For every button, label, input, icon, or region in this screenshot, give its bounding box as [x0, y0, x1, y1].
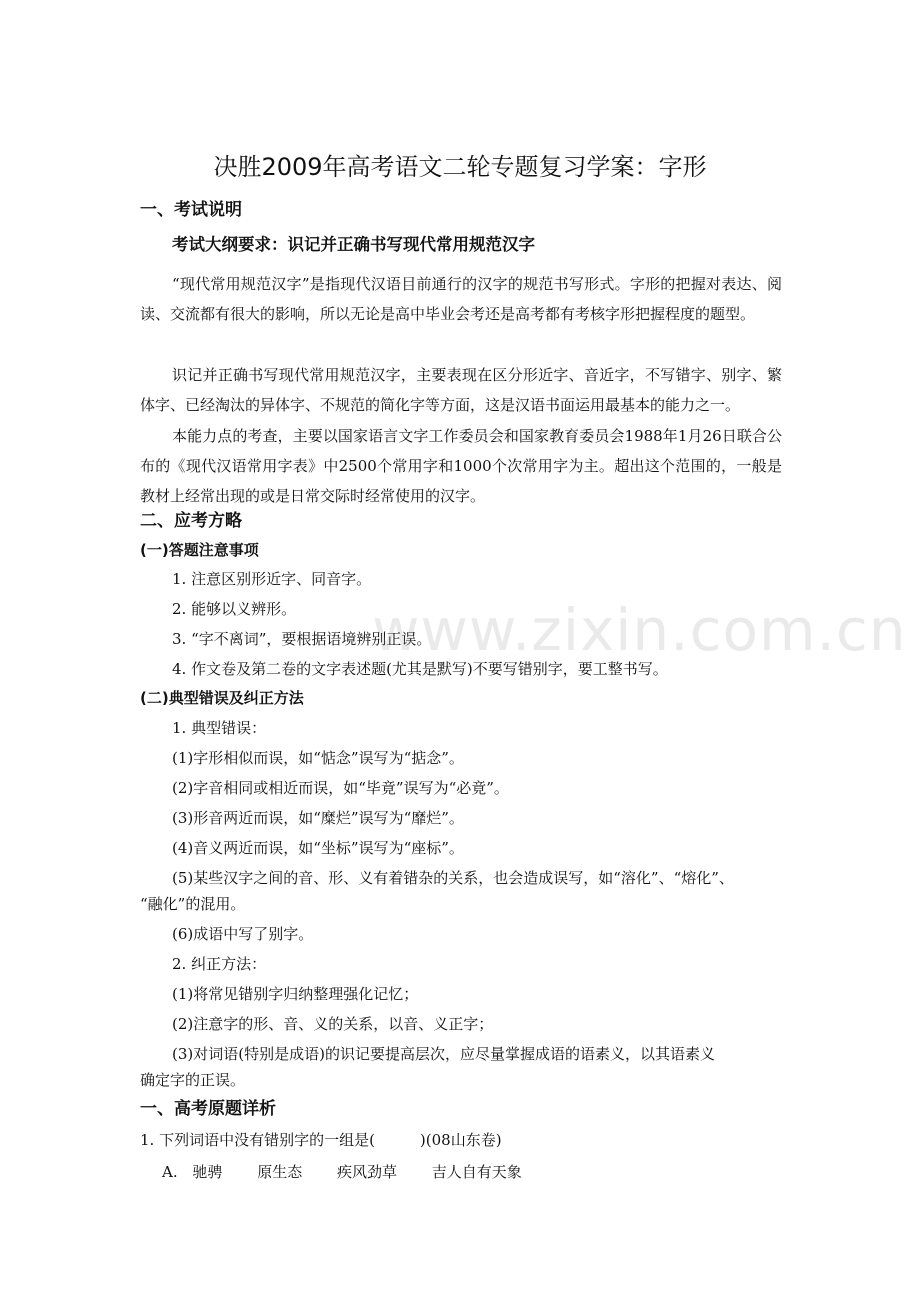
section-heading-exam-notes: 一、考试说明: [140, 200, 242, 220]
section-heading-strategy: 二、应考方略: [140, 511, 242, 531]
option-word: 吉人自有天象: [431, 1163, 522, 1181]
paragraph-definition: “现代常用规范汉字”是指现代汉语目前通行的汉字的规范书写形式。字形的把握对表达、阅读、交流都有很大的影响，所以无论是高中毕业会考还是高考都有考核字形把握程度的题型。: [140, 275, 782, 323]
fix-item: (1)将常见错别字归纳整理强化记忆；: [172, 985, 419, 1003]
fix-heading: 2. 纠正方法：: [172, 955, 267, 973]
error-item: (3)形音两近而误，如“糜烂”误写为“靡烂”。: [172, 809, 464, 827]
list-item: 3. “字不离词”，要根据语境辨别正误。: [172, 630, 432, 648]
option-word: 原生态: [257, 1163, 303, 1181]
error-item: (1)字形相似而误，如“惦念”误写为“掂念”。: [172, 749, 464, 767]
list-item: 1. 注意区别形近字、同音字。: [172, 570, 372, 588]
option-word: 疾风劲草: [336, 1163, 397, 1181]
option-word: 驰骋: [192, 1163, 223, 1181]
paragraph-requirements: 识记并正确书写现代常用规范汉字，主要表现在区分形近字、音近字，不写错字、别字、繁体字、已经淘汰的异体字、不规范的简化字等方面，这是汉语书面运用最基本的能力之一。: [140, 366, 782, 414]
list-item: 4. 作文卷及第二卷的文字表述题(尤其是默写)不要写错别字，要工整书写。: [172, 660, 668, 678]
watermark: www.zixin.com.cn: [372, 596, 907, 664]
subsection-heading-typical-errors: (二)典型错误及纠正方法: [140, 689, 304, 707]
question-1: 1. 下列词语中没有错别字的一组是( )(08山东卷): [140, 1131, 502, 1149]
error-item-continued: “融化”的混用。: [140, 895, 246, 913]
error-item: (2)字音相同或相近而误，如“毕竟”误写为“必竟”。: [172, 779, 509, 797]
errors-heading: 1. 典型错误：: [172, 719, 267, 737]
question-1-option-a: [162, 1160, 552, 1184]
section-heading-exam-questions: 一、高考原题详析: [140, 1099, 276, 1119]
error-item: (6)成语中写了别字。: [172, 925, 314, 943]
error-item: (4)音义两近而误，如“坐标”误写为“座标”。: [172, 839, 464, 857]
fix-item: (2)注意字的形、音、义的关系，以音、义正字；: [172, 1015, 494, 1033]
subsection-heading-answer-notes: (一)答题注意事项: [140, 541, 259, 559]
fix-item-continued: 确定字的正误。: [140, 1071, 246, 1089]
option-label: A.: [162, 1163, 178, 1181]
list-item: 2. 能够以义辨形。: [172, 600, 297, 618]
paragraph-scope: 本能力点的考查，主要以国家语言文字工作委员会和国家教育委员会1988年1月26日联合公布的《现代汉语常用字表》中2500个常用字和1000个次常用字为主。超出这个范围的，一般是教材上经常出现的或是日常交际时经常使用的汉字。: [140, 427, 782, 505]
fix-item: (3)对词语(特别是成语)的识记要提高层次，应尽量掌握成语的语素义，以其语素义: [172, 1045, 715, 1063]
error-item: (5)某些汉字之间的音、形、义有着错杂的关系，也会造成误写，如“溶化”、“熔化”、: [172, 869, 734, 887]
syllabus-requirement-heading: 考试大纲要求：识记并正确书写现代常用规范汉字: [172, 235, 535, 254]
page-title: 决胜2009年高考语文二轮专题复习学案：字形: [213, 153, 707, 181]
